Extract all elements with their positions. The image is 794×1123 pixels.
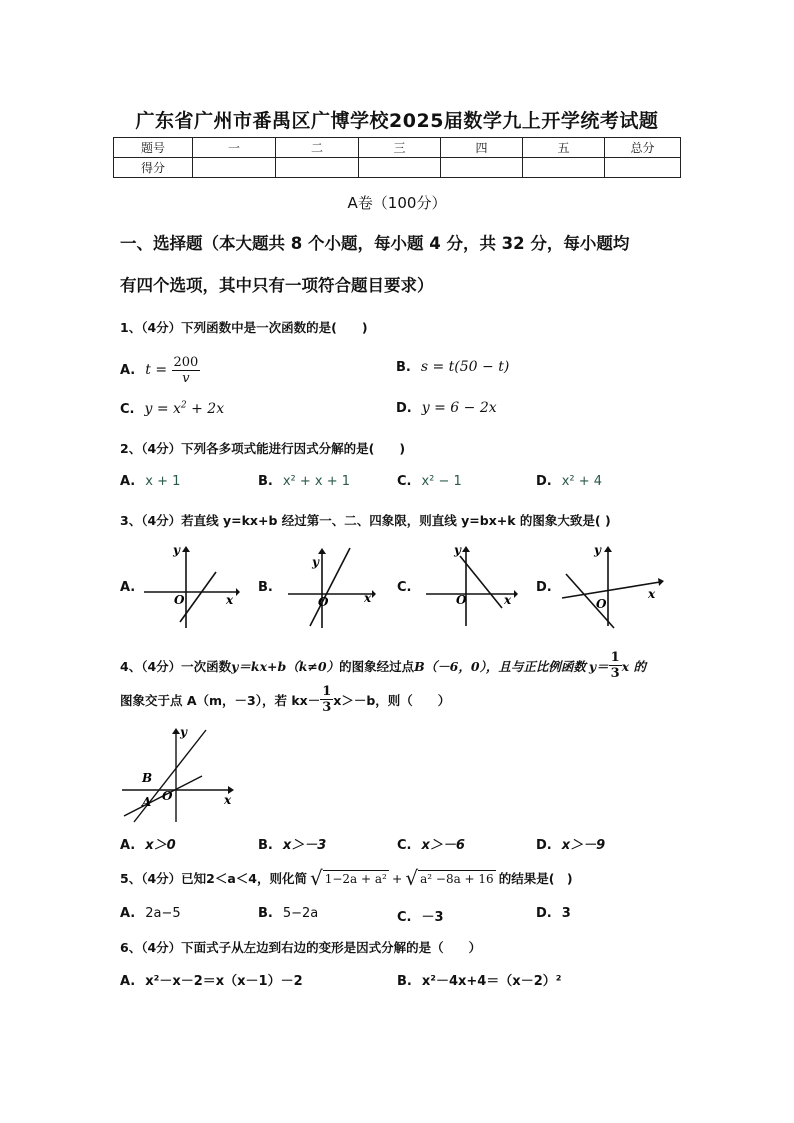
question-5-option-d[interactable] — [536, 906, 581, 921]
question-5-stem — [120, 866, 573, 890]
stem-math: x 的 — [621, 658, 646, 674]
question-4-option-a[interactable] — [120, 834, 186, 853]
stem-text: 图象交于点 A（m，－3），若 kx－ — [120, 692, 321, 708]
score-input-cell[interactable] — [193, 158, 276, 178]
graph-d — [558, 542, 668, 632]
score-table — [113, 137, 681, 178]
volume-heading: A卷（100分） — [347, 194, 447, 212]
option-label: B. — [396, 360, 411, 375]
option-label: B. — [258, 474, 273, 489]
sqrt-icon: √ — [405, 866, 419, 890]
option-label: A. — [120, 362, 136, 378]
option-label: D. — [536, 838, 552, 853]
y-arrow-icon — [604, 546, 612, 552]
score-cell: 一 — [193, 138, 276, 158]
plus-sign: + — [391, 870, 403, 886]
point-a-label: A — [142, 795, 152, 809]
question-5-option-c[interactable] — [397, 906, 454, 925]
option-text: x + 1 — [145, 474, 181, 489]
option-text: x²－4x+4＝（x－2）² — [421, 974, 562, 989]
question-4-stem-line1 — [120, 650, 646, 681]
origin-label: O — [596, 597, 607, 611]
radicand: a² −8a + 16 — [420, 872, 494, 886]
option-label: C. — [397, 474, 412, 489]
y-arrow-icon — [172, 728, 180, 734]
stem-text: x＞－b，则（ ） — [333, 692, 451, 708]
stem-math: y＝kx+b（k≠0） — [231, 658, 340, 674]
score-cell: 三 — [359, 138, 441, 158]
score-input-cell[interactable] — [441, 158, 523, 178]
question-6-option-a[interactable] — [120, 970, 313, 989]
option-label: A. — [120, 838, 136, 853]
score-input-cell[interactable] — [359, 158, 441, 178]
option-text: x² − 1 — [421, 474, 462, 489]
option-text: x＞－9 — [561, 838, 606, 853]
option-text: y = 6 − 2x — [421, 400, 497, 416]
option-label: B. — [258, 580, 273, 595]
x-label: x — [504, 593, 512, 607]
fraction: $\frac{200}{v}$ — [173, 354, 199, 386]
origin-label: O — [174, 593, 185, 607]
question-3-option-b[interactable] — [258, 580, 283, 595]
y-arrow-icon — [462, 546, 470, 552]
option-label: D. — [536, 580, 552, 595]
option-text: x＞－6 — [421, 838, 465, 853]
y-label: y — [312, 555, 319, 569]
graph-b — [282, 544, 378, 630]
stem-math: B（－6，0），且与正比例函数 — [414, 658, 586, 674]
stem-text: 的图象经过点 — [339, 658, 415, 674]
question-2-option-d[interactable] — [536, 474, 602, 489]
option-label: C. — [120, 401, 135, 417]
x-label: x — [226, 593, 234, 607]
section-heading-line2: 有四个选项，其中只有一项符合题目要求） — [120, 276, 434, 295]
score-cell: 五 — [523, 138, 605, 158]
question-3-stem: 3、（4分）若直线 y=kx+b 经过第一、二、四象限，则直线 y=bx+k 的图象大致是( ) — [120, 513, 611, 528]
option-text: 5−2a — [282, 906, 319, 921]
score-cell: 总分 — [605, 138, 681, 158]
x-arrow-icon — [236, 588, 240, 596]
origin-label: O — [318, 595, 329, 609]
graph-c — [422, 542, 522, 628]
y-label: y — [173, 544, 180, 557]
score-table-header-row — [114, 138, 681, 158]
fraction: $\frac{1}{3}$ — [610, 650, 620, 681]
fraction: $\frac{1}{3}$ — [322, 684, 332, 715]
score-cell: 得分 — [114, 158, 193, 178]
score-table-row — [114, 158, 681, 178]
y-arrow-icon — [182, 546, 190, 552]
question-1-option-c[interactable] — [120, 400, 224, 417]
question-5-option-a[interactable] — [120, 906, 181, 921]
question-4-graph — [118, 724, 248, 826]
origin-label: O — [162, 789, 173, 803]
option-text: $y = x^2 + 2x$ — [144, 400, 225, 417]
option-text: s = t(50 − t) — [420, 359, 510, 375]
question-2-option-a[interactable] — [120, 474, 180, 489]
radical-2 — [405, 866, 495, 890]
x-arrow-icon — [658, 578, 664, 586]
section-heading-line1: 一、选择题（本大题共 8 个小题，每小题 4 分，共 32 分，每小题均 — [120, 234, 630, 253]
x-label: x — [224, 793, 232, 807]
x-axis — [562, 582, 660, 598]
option-text: x²－x－2＝x（x－1）－2 — [145, 974, 303, 989]
question-3-option-c[interactable] — [397, 580, 421, 595]
radicand: 1−2a + a² — [324, 872, 387, 886]
y-arrow-icon — [318, 548, 326, 554]
radical-1 — [310, 866, 389, 890]
option-label: A. — [120, 906, 136, 921]
score-cell: 四 — [441, 138, 523, 158]
option-text: 2a−5 — [145, 906, 181, 921]
stem-math: y＝ — [588, 658, 609, 674]
question-4-option-c[interactable] — [397, 834, 475, 853]
x-label: x — [648, 587, 656, 601]
score-cell: 二 — [276, 138, 359, 158]
question-4-option-d[interactable] — [536, 834, 615, 853]
option-label: A. — [120, 580, 136, 595]
question-5-option-b[interactable] — [258, 906, 318, 921]
question-2-option-c[interactable] — [397, 474, 462, 489]
point-b-label: B — [142, 771, 153, 785]
y-label: y — [180, 725, 187, 739]
option-text: －3 — [421, 910, 444, 925]
option-label: B. — [258, 906, 273, 921]
option-text: x² + 4 — [561, 474, 603, 489]
question-4-option-b[interactable] — [258, 834, 336, 853]
option-text: x＞0 — [145, 838, 176, 853]
question-1-stem: 1、（4分）下列函数中是一次函数的是( ) — [120, 320, 368, 335]
option-text: x² + x + 1 — [282, 474, 351, 489]
y-label: y — [594, 543, 601, 557]
graph-a — [140, 544, 240, 630]
x-arrow-icon — [372, 590, 376, 598]
origin-label: O — [456, 593, 467, 607]
sqrt-icon: √ — [309, 866, 323, 890]
y-label: y — [454, 543, 461, 557]
question-1-option-b[interactable] — [396, 359, 509, 375]
option-label: C. — [397, 838, 412, 853]
option-label: B. — [258, 838, 273, 853]
score-input-cell[interactable] — [276, 158, 359, 178]
score-input-cell[interactable] — [523, 158, 605, 178]
score-input-cell[interactable] — [605, 158, 681, 178]
option-label: A. — [120, 474, 136, 489]
option-label: D. — [396, 401, 412, 416]
option-label: B. — [397, 974, 412, 989]
option-text: x＞－3 — [282, 838, 327, 853]
option-text: 3 — [561, 906, 571, 921]
question-6-option-b[interactable] — [397, 970, 571, 989]
graph-line — [566, 574, 614, 628]
question-2-option-b[interactable] — [258, 474, 350, 489]
option-label: D. — [536, 906, 552, 921]
option-label: C. — [397, 580, 412, 595]
x-arrow-icon — [514, 590, 518, 598]
page-title: 广东省广州市番禺区广博学校2025届数学九上开学统考试题 — [135, 110, 659, 132]
question-1-option-a[interactable]: A. t = $\frac{200}{v}$ — [120, 354, 199, 386]
stem-text: 的结果是( ) — [498, 871, 573, 886]
question-2-stem: 2、（4分）下列各多项式能进行因式分解的是( ) — [120, 441, 406, 456]
option-label: A. — [120, 974, 136, 989]
question-4-stem-line2 — [120, 684, 450, 715]
stem-text: 5、（4分）已知2＜a＜4，则化简 — [120, 871, 307, 886]
score-cell: 题号 — [114, 138, 193, 158]
question-1-option-d[interactable] — [396, 400, 497, 416]
stem-text: 4、（4分）一次函数 — [120, 658, 232, 674]
x-label: x — [364, 591, 372, 605]
question-6-stem: 6、（4分）下面式子从左边到右边的变形是因式分解的是（ ） — [120, 940, 482, 955]
option-label: D. — [536, 474, 552, 489]
option-label: C. — [397, 910, 412, 925]
